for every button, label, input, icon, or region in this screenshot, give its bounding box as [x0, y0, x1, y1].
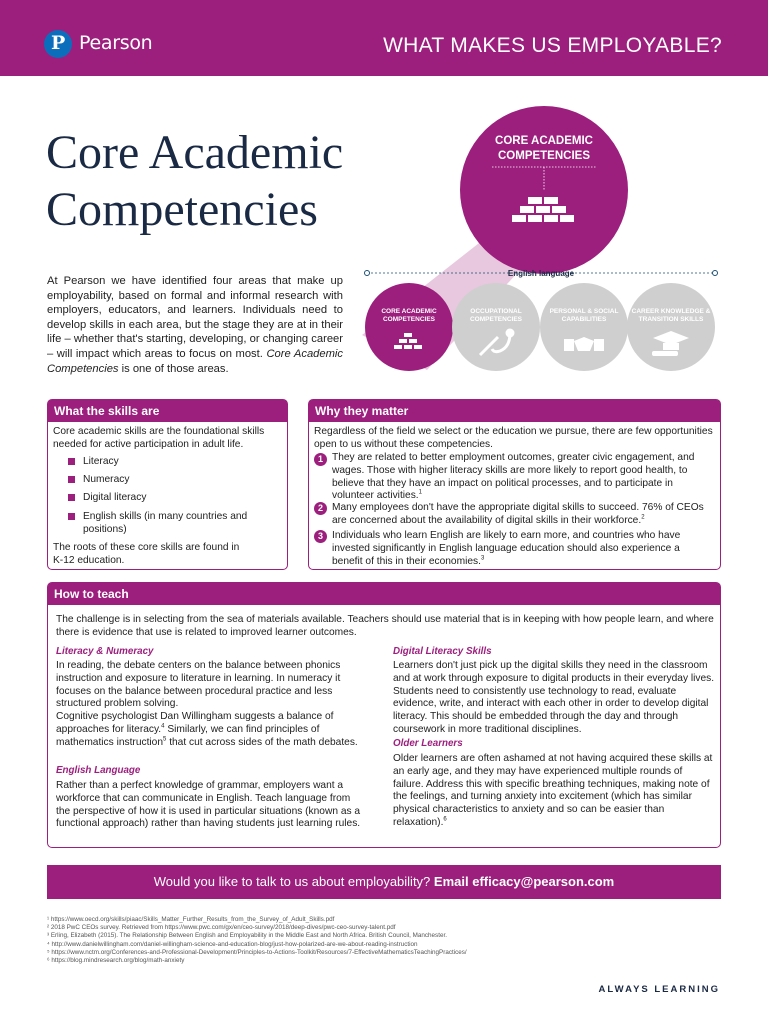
literacy-numeracy-title: Literacy & Numeracy: [56, 646, 154, 657]
circle-core: [365, 283, 453, 371]
skill-item-english-cont: positions): [83, 524, 127, 535]
intro-text: At Pearson we have identified four areas that make up employability, based on formal and informal research with employers, educators, and learners. Individuals need to develop skills in each area, but the stage they are at in their life – whether that's starting, developing, or changing career – will impact which areas to focus on most.: [47, 275, 343, 360]
skills-outro-1: The roots of these core skills are found in: [53, 542, 240, 553]
english-language-title: English Language: [56, 765, 141, 776]
circle-core-label-2: COMPETENCIES: [382, 316, 436, 323]
number-3-icon: 3: [314, 530, 327, 543]
footnote-6: ⁶ https://blog.mindresearch.org/blog/math-anxiety: [47, 957, 185, 965]
tagline: ALWAYS LEARNING: [598, 984, 720, 995]
bullet-square-icon: [68, 476, 75, 483]
big-circle-label-1: CORE ACADEMIC: [495, 135, 593, 147]
big-circle-label-2: COMPETENCIES: [497, 150, 591, 162]
intro-tail: is one of those areas.: [121, 362, 229, 375]
skill-item-numeracy: Numeracy: [68, 474, 129, 487]
skills-heading: What the skills are: [48, 400, 287, 422]
bullet-square-icon: [68, 494, 75, 501]
teach-intro: The challenge is in selecting from the sea of materials available. Teachers should use material that is in keeping with how people learn, and where there is evidence that use is related to improved learner outcomes.: [56, 614, 714, 638]
page-title-line-1: Core Academic: [46, 126, 344, 179]
circle-career-label-1: CAREER KNOWLEDGE &: [631, 308, 711, 315]
circle-personal: [540, 283, 628, 371]
teach-heading: How to teach: [48, 583, 720, 605]
page-title-line-2: Competencies: [46, 183, 318, 236]
circle-occupational-label-1: OCCUPATIONAL: [470, 308, 522, 315]
footnote-5: ⁵ https://www.nctm.org/Conferences-and-Professional-Development/Principles-to-Actions-Toolkit/Resources/7-EffectiveMathematicsTeachingPractices/: [47, 948, 467, 956]
footnote-4: ⁴ http://www.danielwillingham.com/daniel-willingham-science-and-education-blog/just-how-polarized-are-we-about-reading-instruction: [47, 940, 418, 948]
bullet-square-icon: [68, 513, 75, 520]
header-title: WHAT MAKES US EMPLOYABLE?: [383, 34, 722, 57]
why-intro: Regardless of the field we select or the education we pursue, there are few opportunities open to us without these competencies.: [314, 426, 713, 450]
skill-item-digital-literacy: Digital literacy: [68, 492, 146, 505]
literacy-numeracy-p1: In reading, the debate centers on the balance between phonics instruction and exposure to literature in learning. In numeracy it focuses on the balance between procedural practice and less structured problem solving.: [56, 660, 341, 710]
digital-literacy-p: Learners don't just pick up the digital skills they need in the classroom and at work through exposure to digital products in their everyday lives. Students need to consistently use technology to read, evaluate evidence, write, and interact with each other in order to develop digital literacy. This should be embedded through the day and through coursework in more traditional disciplines.: [393, 660, 715, 735]
digital-literacy-title: Digital Literacy Skills: [393, 646, 492, 657]
english-language-p: Rather than a perfect knowledge of grammar, employers want a workforce that can communicate in English. Teach language from the perspective of how it is used in particular situations (known as a functional approach) rather than having students just learning rules.: [56, 780, 361, 830]
intro-emphasis: Core Academic Competencies: [47, 347, 344, 375]
skills-panel: [47, 399, 288, 570]
circle-occupational: [452, 283, 540, 371]
handshake-icon: [564, 337, 604, 351]
circle-personal-label-2: CAPABILITIES: [561, 316, 607, 323]
why-point-2: Many employees don't have the appropriate digital skills to succeed. 76% of CEOs are concerned about the availability of digital skills in their workforce.$^2$: [332, 502, 704, 526]
skills-outro-2: K-12 education.: [53, 555, 125, 566]
circle-career: [627, 283, 715, 371]
timeline-label: English language: [507, 269, 575, 278]
big-circle: [460, 106, 628, 274]
why-point-3: Individuals who learn English are likely to earn more, and countries who have invested significantly in English language education should also experience a benefit of this in their economies.$^3$: [332, 530, 681, 567]
pearson-logo-icon: P: [44, 30, 72, 58]
older-learners-p: Older learners are often ashamed at not having acquired these skills at an early age, and they may have experienced multiple rounds of failure. Address this with specific breathing techniques, making note of the feelings, and turning anxiety into excitement (which has similar physical characteristics to anxiety and so can be easier than relaxation).$^6$: [393, 753, 713, 828]
contact-email-link[interactable]: Email efficacy@pearson.com: [433, 874, 615, 889]
circle-personal-label-1: PERSONAL & SOCIAL: [549, 308, 619, 315]
number-1-icon: 1: [314, 453, 327, 466]
footnote-3: ³ Erling, Elizabeth (2015). The Relationship Between English and Employability in the Middle East and North Africa. British Council, Manchester.: [47, 932, 447, 940]
footnote-1: ¹ https://www.oecd.org/skills/piaac/Skills_Matter_Further_Results_from_the_Survey_of_Adult_Skills.pdf: [47, 916, 335, 923]
why-heading: Why they matter: [309, 400, 720, 422]
older-learners-title: Older Learners: [393, 738, 463, 749]
skill-item-literacy: Literacy: [68, 456, 119, 469]
why-panel: [308, 399, 721, 570]
number-2-icon: 2: [314, 502, 327, 515]
footnote-2: ² 2018 PwC CEOs survey. Retrieved from https://www.pwc.com/gx/en/ceo-survey/2018/deep-dives/pwc-ceo-survey-talent.pdf: [47, 924, 396, 932]
why-point-1: They are related to better employment outcomes, greater civic engagement, and wages. Those with higher literacy skills are more likely to report good health, to believe that they have an impact on political processes, and to participate in volunteer activities.$^1$: [332, 452, 695, 502]
skills-intro: Core academic skills are the foundational skills needed for active participation in adult life.: [53, 426, 265, 450]
timeline-end-dot: [713, 271, 718, 276]
circle-career-label-2: TRANSITION SKILLS: [638, 316, 704, 323]
skill-item-english: English skills (in many countries and: [68, 511, 247, 524]
employability-diagram: [352, 105, 732, 395]
timeline-start-dot: [365, 271, 370, 276]
intro-paragraph: [47, 274, 343, 376]
contact-banner: [47, 865, 721, 899]
teach-panel: [47, 582, 721, 848]
literacy-numeracy-p2: Cognitive psychologist Dan Willingham suggests a balance of approaches for literacy.$^4$ Similarly, we can find principles of mathematics instruction$^5$ that cut across sides of the math debates.: [56, 711, 358, 748]
contact-text: Would you like to talk to us about employability?: [153, 874, 431, 889]
header-bar: [0, 0, 768, 76]
circle-core-label-1: CORE ACADEMIC: [381, 308, 437, 315]
brand-name: Pearson: [79, 32, 153, 54]
circle-occupational-label-2: COMPETENCIES: [469, 316, 523, 323]
bullet-square-icon: [68, 458, 75, 465]
footnotes: [47, 916, 607, 965]
